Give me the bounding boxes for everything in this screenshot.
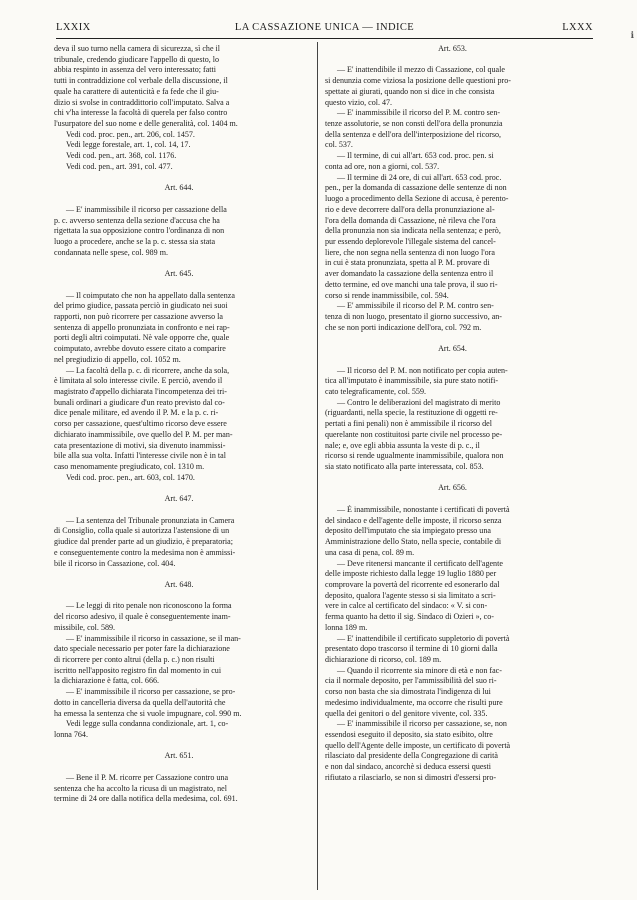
right-column [325, 44, 580, 784]
blank-line [54, 483, 304, 494]
text-line: si denunzia come viziosa la posizione delle questioni pro- [325, 76, 511, 86]
text-line: nale; e, ove egli abbia assunta la veste di p. c., il [325, 440, 480, 450]
text-line: questo vizio, col. 47. [325, 97, 393, 107]
text-line: ha emessa la sentenza che si vuole impugnare, col. 990 m. [54, 708, 242, 718]
text-line: e non dal sindaco, ancorchè si deduca essersi questi [325, 762, 492, 772]
text-line: che se non porti indicazione dell'ora, col. 792 m. [325, 322, 482, 332]
text-line: spettate ai giurati, quando non si dice in che consista [325, 86, 495, 96]
entry-start: — La sentenza del Tribunale pronunziata in Camera [66, 515, 235, 525]
cross-reference: Vedi legge forestale, art. 1, col. 14, 17. [66, 140, 191, 150]
column-divider [317, 42, 318, 890]
text-line: col. 537. [325, 140, 353, 150]
text-line: presentato dopo trascorso il termine di 10 giorni dalla [325, 644, 498, 654]
entry-start: — Il termine di 24 ore, di cui all'art. 653 cod. proc. [337, 172, 502, 182]
text-line: sia stato notificato alla parte interessata, col. 853. [325, 462, 484, 472]
margin-mark-icon: ℹ [630, 30, 634, 40]
text-line: cia il normale deposito, per l'ammissibilità del suo ri- [325, 676, 497, 686]
text-line: una casa di pena, col. 89 m. [325, 547, 415, 557]
text-line: ferma quanto ha detto il sig. Sindaco di Ozieri », co- [325, 612, 494, 622]
text-line: bunali ordinari a giudicare d'un reato previsto dal co- [54, 397, 225, 407]
text-line: quello dell'Agente delle imposte, un certificato di povertà [325, 740, 511, 750]
entry-start: — E' inammissibile il ricorso in cassazione, se il man- [66, 633, 241, 643]
text-line: rigettata la sua opposizione contro l'ordinanza di non [54, 226, 225, 236]
article-heading: Art. 654. [438, 344, 467, 354]
article-heading: Art. 644. [164, 183, 194, 193]
entry-start: — È inammissibile, nonostante i certificati di povertà [337, 504, 510, 514]
text-line: abbia respinto in assenza del vero interessato; fatti [54, 65, 216, 75]
text-line: missibile, col. 589. [54, 622, 116, 632]
text-line: l'usurpatore del suo nome e delle generalità, col. 1404 m. [54, 119, 238, 129]
article-heading: Art. 645. [164, 269, 194, 279]
text-line: medesimo individualmente, ma occorre che risulti pure [325, 697, 503, 707]
text-line: del sindaco e dell'agente delle imposte, il ricorso senza [325, 515, 502, 525]
text-line: coimputato, avrebbe dovuto essere citato a comparire [54, 344, 226, 354]
text-line: dichiarazione di ricorso, col. 189 m. [325, 654, 442, 664]
text-line: dizio si svolse in contraddittorio coll'imputato. Salva a [54, 97, 230, 107]
text-line: delle imposte richiesto dalla legge 19 luglio 1880 per [325, 569, 497, 579]
text-line: luogo a procedimento della Sezione di accusa, è perento- [325, 194, 509, 204]
entry-start: — E' inattendibile il mezzo di Cassazione, col quale [337, 65, 505, 75]
text-line: (riguardanti, nella specie, la restituzione di oggetti re- [325, 408, 498, 418]
text-line: dotto in cancelleria diversa da quella dell'autorità che [54, 697, 226, 707]
text-line: condannata nelle spese, col. 989 m. [54, 247, 168, 257]
text-line: conta ad ore, non a giorni, col. 537. [325, 161, 440, 171]
blank-line [54, 741, 304, 752]
blank-line [54, 591, 304, 602]
text-line: quale ha carattere di autenticità e fa fede che il giu- [54, 86, 219, 96]
left-column [54, 44, 304, 805]
text-line: magistrato d'appello dichiarata l'incompetenza dei tri- [54, 387, 227, 396]
text-line: della pronunzia non sia indicata nella sentenza; e però, [325, 226, 501, 236]
text-line: cata presentazione di motivi, sia divenuto inammissi- [54, 440, 226, 450]
page-number-right: LXXX [562, 22, 593, 33]
text-line: corso non basta che sia dimostrata l'indigenza di lui [325, 687, 491, 697]
blank-line [325, 55, 580, 66]
text-line: lonna 764. [54, 730, 88, 739]
text-line: deposito, qualora l'agente stesso si sia limitato a scri- [325, 590, 496, 600]
text-line: chi v'ha interesse la facoltà di querela per falso contro [54, 108, 228, 118]
entry-start: — E' inattendibile il certificato suppletorio di povertà [337, 633, 510, 643]
entry-start: — Quando il ricorrente sia minore di età e non fac- [337, 665, 502, 675]
blank-line [325, 333, 580, 344]
text-line: in cui è stata pronunziata, spetta al P. M. provare di [325, 258, 490, 268]
entry-start: — E' inammissibile il ricorso per cassazione, se, non [337, 719, 507, 729]
text-line: è limitata al solo interesse civile. E perciò, avendo il [54, 376, 223, 386]
text-line: termine di 24 ore dalla notifica della medesima, col. 691. [54, 794, 238, 804]
text-line: luogo a procedere, anche se la p. c. stessa sia stata [54, 236, 216, 246]
article-heading: Art. 656. [438, 483, 467, 493]
text-line: del primo giudice, passata perciò in giudicato nei suoi [54, 301, 228, 311]
entry-start: — Il ricorso del P. M. non notificato per copia auten- [337, 365, 508, 375]
text-line: l'ora della domanda di Cassazione, nè rileva che l'ora [325, 215, 496, 225]
entry-start: — La facoltà della p. c. di ricorrere, anche da sola, [66, 365, 230, 375]
blank-line [54, 280, 304, 291]
text-line: e conseguentemente contro la medesima non è ammissi- [54, 547, 236, 557]
text-line: bile il ricorso in Cassazione, col. 404. [54, 558, 176, 568]
text-line: sentenza che ha accolto la ricusa di un magistrato, nel [54, 783, 227, 793]
entry-start: — Il coimputato che non ha appellato dalla sentenza [66, 290, 235, 300]
text-line: deva il suo turno nella camera di sicurezza, sì che il [54, 44, 221, 53]
article-heading: Art. 647. [164, 494, 194, 504]
article-heading: Art. 648. [164, 579, 194, 589]
text-line: bile alla sua volta. Infatti l'interesse civile non è in tal [54, 451, 226, 461]
text-line: querelante non costituitosi parte civile nel processo pe- [325, 429, 503, 439]
text-line: pur essendo deplorevole l'illegale sistema del cancel- [325, 236, 496, 246]
blank-line [54, 762, 304, 773]
text-line: aver domandato la cassazione della sentenza entro il [325, 269, 494, 279]
blank-line [54, 569, 304, 580]
text-line: iscritto nell'apposito registro fin dal momento in cui [54, 665, 222, 675]
header-rule [56, 38, 593, 39]
text-line: di ricorrere per conto altrui (della p. c.) non risulti [54, 654, 215, 664]
article-heading: Art. 653. [438, 44, 467, 53]
text-line: quella dei genitori o del genitore vivente, col. 335. [325, 708, 488, 718]
cross-reference: Vedi cod. pen., art. 391, col. 477. [66, 161, 173, 171]
text-line: lonna 189 m. [325, 622, 368, 632]
text-line: sentenza di appello pronunziata in confronto e nei rap- [54, 322, 230, 332]
text-line: rilasciato dal presidente della Congregazione di carità [325, 751, 498, 761]
article-heading: Art. 651. [164, 751, 194, 761]
text-line: cato telegraficamente, col. 559. [325, 387, 426, 396]
entry-start: — Deve ritenersi mancante il certificato dell'agente [337, 558, 503, 568]
text-line: tribunale, credendo giudicare l'appello di questo, lo [54, 54, 220, 64]
entry-start: — Le leggi di rito penale non riconoscono la forma [66, 601, 232, 611]
cross-reference: Vedi legge sulla condanna condizionale, art. 1, co- [66, 719, 229, 729]
text-line: ricorso si rende ugualmente inammissibile, qualora non [325, 451, 504, 461]
text-line: di Consiglio, colla quale si autorizza l'astensione di un [54, 526, 230, 536]
blank-line [325, 494, 580, 505]
entry-start: — E' inammissibile il ricorso per cassazione della [66, 204, 227, 214]
text-line: comprovare la povertà del ricorrente ed esonerarlo dal [325, 579, 500, 589]
page-number-left: LXXIX [56, 22, 91, 33]
text-line: tutti in contraddizione col verbale della discussione, il [54, 76, 228, 86]
text-line: porti degli altri coimputati. Nè vale opporre che, quale [54, 333, 230, 343]
entry-start: — E' inammissibile il ricorso per cassazione, se pro- [66, 687, 236, 697]
text-line: caso menomamente pregiudicato, col. 1310 m. [54, 462, 205, 472]
text-line: pertati a fini penali) non è ammissibile il ricorso del [325, 419, 492, 429]
text-line: corso si rende inammissibile, col. 594. [325, 290, 449, 300]
text-line: nel pregiudizio di appello, col. 1052 m. [54, 354, 181, 364]
entry-start: — Contro le deliberazioni del magistrato di merito [337, 397, 501, 407]
text-line: del ricorso adesivo, il quale è conseguentemente inam- [54, 612, 231, 622]
text-line: deposito dell'imputato che sia impiegato presso una [325, 526, 491, 536]
entry-start: — Bene il P. M. ricorre per Cassazione contro una [66, 772, 229, 782]
entry-start: — Il termine, di cui all'art. 653 cod. proc. pen. si [337, 151, 494, 161]
text-line: dice penale militare, ed avendo il P. M. e la p. c. ri- [54, 408, 219, 418]
text-line: liere, che non segna nella sentenza di non luogo l'ora [325, 247, 495, 257]
text-line: giudice dal prender parte ad un giudizio, è preparatoria; [54, 537, 233, 547]
blank-line [325, 355, 580, 366]
cross-reference: Vedi cod. proc. pen., art. 603, col. 1470. [66, 472, 195, 482]
text-line: p. c. avverso sentenza della sezione d'accusa che ha [54, 215, 220, 225]
text-line: rio e deve decorrere dall'ora della pronunziazione al- [325, 204, 495, 214]
blank-line [325, 473, 580, 484]
text-line: dato speciale necessario per poter fare la dichiarazione [54, 644, 230, 654]
text-line: tenza di non luogo, presentato il giorno successivo, an- [325, 311, 502, 321]
text-line: rifiutato a rilasciarlo, se non si dimostri d'essersi pro- [325, 772, 497, 782]
text-line: la dichiarazione è fatta, col. 666. [54, 676, 160, 686]
page-title: LA CASSAZIONE UNICA — INDICE [234, 22, 415, 33]
cross-reference: Vedi cod. proc. pen., art. 206, col. 1457. [66, 129, 195, 139]
text-line: pen., per la domanda di cassazione delle sentenze di non [325, 183, 507, 193]
blank-line [54, 194, 304, 205]
text-line: detto termine, ed ove manchi una tale prova, il suo ri- [325, 279, 498, 289]
blank-line [54, 505, 304, 516]
text-line: tenze assolutorie, se non consti dell'ora della pronunzia [325, 119, 503, 129]
cross-reference: Vedi cod. pen., art. 368, col. 1176. [66, 151, 177, 161]
text-line: essendosi eseguito il deposito, sia stato esibito, oltre [325, 730, 493, 739]
text-line: vere in calce al certificato del sindaco: « V. si con- [325, 601, 488, 611]
text-line: corso per cassazione, quest'ultimo ricorso deve essere [54, 419, 227, 429]
text-line: tica all'imputato è inammissibile, sia pure stato notifi- [325, 376, 499, 386]
text-line: Amministrazione dello Stato, nella specie, contabile di [325, 537, 502, 547]
blank-line [54, 258, 304, 269]
text-line: dichiarato inammissibile, ove quello del P. M. per man- [54, 429, 233, 439]
text-line: rapporti, non può ricorrere per cassazione avverso la [54, 311, 223, 321]
text-line: della sentenza e dell'ora dell'interposizione del ricorso, [325, 129, 502, 139]
entry-start: — E' inammissibile il ricorso del P. M. contro sen- [337, 108, 501, 118]
entry-start: — E' ammissibile il ricorso del P. M. contro sen- [337, 301, 494, 311]
blank-line [54, 173, 304, 184]
